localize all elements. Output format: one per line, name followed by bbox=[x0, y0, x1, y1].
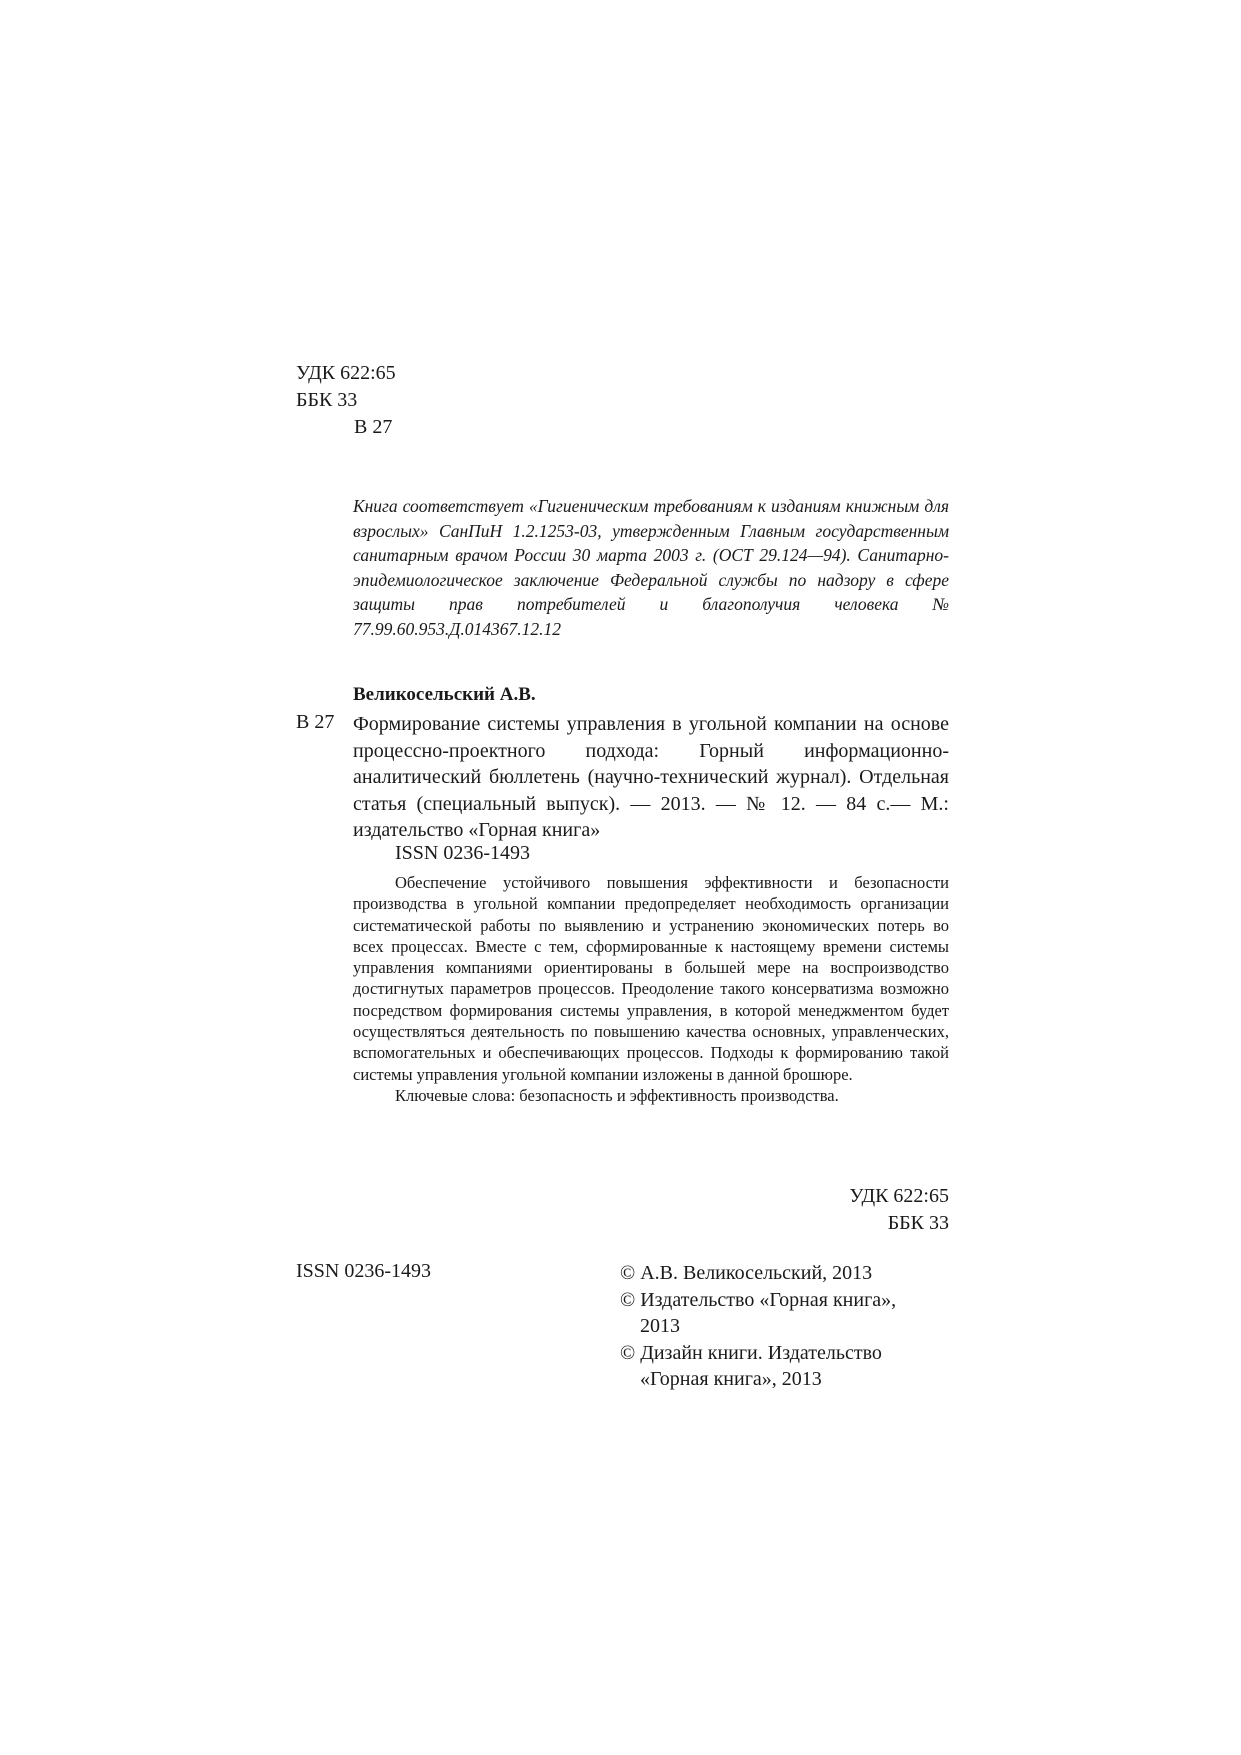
bottom-classification-codes bbox=[700, 1183, 949, 1237]
catalog-code: В 27 bbox=[296, 711, 335, 733]
copyright-author: © А.В. Великосельский, 2013 bbox=[620, 1262, 873, 1284]
issn-middle: ISSN 0236-1493 bbox=[395, 842, 531, 864]
abstract-text: Обеспечение устойчивого повышения эффективности и безопасности производства в угольной компании предопределяет необходимость организации систематической работы по выявлению и устранению экономических потерь во всех процессах. Вместе с тем, сформированные к настоящему времени системы управления компаниями ориентированы в большей мере на воспроизводство достигнутых параметров процессов. Преодоление такого консерватизма возможно посредством формирования системы управления, в которой менеджментом будет осуществляться деятельность по повышению качества основных, управленческих, вспомогательных и обеспечивающих процессов. Подходы к формированию такой системы управления угольной компании изложены в данной брошюре. bbox=[353, 873, 949, 1084]
bibliographic-description: Формирование системы управления в угольной компании на основе процессно-проектного подхода: Горный информационно-аналитический бюллетень (научно-технический журнал). Отдельная статья (специальный выпуск). — 2013. — № 12. — 84 с.— М.: издательство «Горная книга» bbox=[353, 713, 949, 841]
author-name: Великосельский А.В. bbox=[353, 684, 536, 705]
udk-code-bottom: УДК 622:65 bbox=[849, 1185, 949, 1207]
bbk-code: ББК 33 bbox=[296, 389, 358, 411]
copyright-publisher: © Издательство «Горная книга», 2013 bbox=[620, 1288, 897, 1337]
copyright-block bbox=[620, 1260, 940, 1393]
udk-code: УДК 622:65 bbox=[296, 362, 396, 384]
issn-bottom: ISSN 0236-1493 bbox=[296, 1260, 432, 1282]
copyright-design: © Дизайн книги. Издательство «Горная книга», 2013 bbox=[620, 1341, 882, 1390]
abstract-block bbox=[353, 872, 949, 1106]
bbk-code-bottom: ББК 33 bbox=[887, 1212, 949, 1234]
author-mark: В 27 bbox=[354, 416, 393, 438]
hygiene-notice-text: Книга соответствует «Гигиеническим требованиям к изданиям книжным для взрослых» СанПиН 1.2.1253-03, утвержденным Главным государственным санитарным врачом России 30 марта 2003 г. (ОСТ 29.124—94). Санитарно-эпидемиологическое заключение Федеральной службы по надзору в сфере защиты прав потребителей и благополучия человека № 77.99.60.953.Д.014367.12.12 bbox=[353, 496, 949, 639]
hygiene-notice bbox=[353, 494, 949, 641]
top-classification-codes bbox=[296, 360, 396, 441]
keywords-text: Ключевые слова: безопасность и эффективность производства. bbox=[395, 1085, 839, 1105]
